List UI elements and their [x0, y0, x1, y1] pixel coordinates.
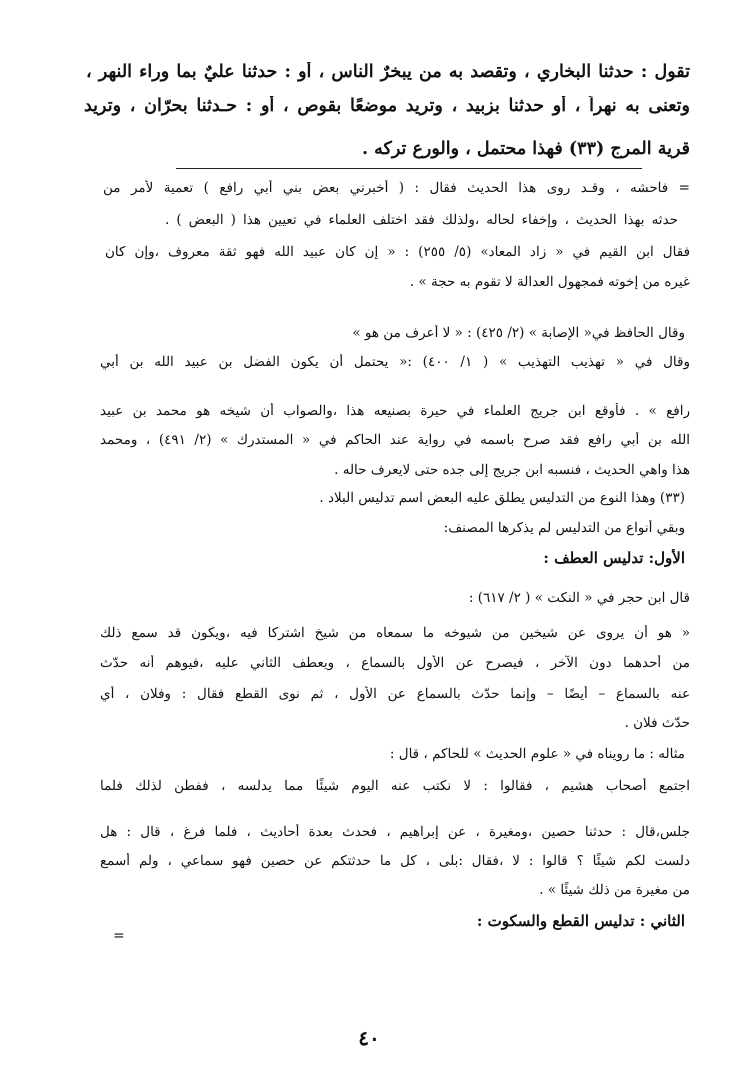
footnote-line: مثاله : ما رويناه في « علوم الحديث » للحاكم ، قال : — [389, 746, 685, 762]
footnote-line: جلس،قال : حدثنا حصين ،ومغيرة ، عن إبراهيم ، فحدث بعدة أحاديث ، فلما فرغ ، قال : هل — [100, 824, 690, 840]
footnote-line: وقال الحافظ في« الإصابة » (٢/ ٤٢٥) : « لا أعرف من هو » — [352, 325, 685, 341]
footnote-line: هذا واهي الحديث ، فنسبه ابن جريج إلى جده حتى لايعرف حاله . — [334, 462, 690, 478]
footnote-heading: الأول: تدليس العطف : — [543, 549, 685, 567]
footnote-line: حدّث فلان . — [624, 715, 690, 731]
footnote-line: اجتمع أصحاب هشيم ، فقالوا : لا نكتب عنه اليوم شيئًا مما يدلسه ، ففطن لذلك فلما — [100, 778, 690, 794]
footnote-line: قال ابن حجر في « النكت » ( ٢/ ٦١٧) : — [468, 590, 690, 606]
footnote-heading: الثاني : تدليس القطع والسكوت : — [476, 912, 685, 930]
footnote-line: من أحدهما دون الآخر ، فيصرح عن الأول بالسماع ، ويعطف الثاني عليه ،فيوهم أنه حدّث — [100, 655, 690, 671]
footnote-line: دلست لكم شيئًا ؟ قالوا : لا ،فقال :بلى ، كل ما حدثتكم عن حصين فهو سماعي ، ولم أسمع — [100, 853, 690, 869]
footnote-line: رافع » . فأوقع ابن جريج العلماء في حيرة بصنيعه هذا ،والصواب أن شيخه هو محمد بن عبيد — [100, 403, 690, 419]
footnote-line: (٣٣) وهذا النوع من التدليس يطلق عليه البعض اسم تدليس البلاد . — [319, 490, 685, 506]
footnote-line: حدثه بهذا الحديث ، وإخفاء لحاله ،ولذلك فقد اختلف العلماء في تعيين هذا ( البعض ) . — [165, 212, 678, 228]
footnote-line: من مغيرة من ذلك شيئًا » . — [539, 882, 690, 898]
footnote-line: غيره من إخوته فمجهول العدالة لا تقوم به حجة » . — [409, 274, 690, 290]
main-text-line: تقول : حدثنا البخاري ، وتقصد به من يبخرٌ الناس ، أو : حدثنا عليٌ بما وراء النهر ، — [86, 62, 690, 82]
footnote-separator — [176, 168, 642, 169]
footnote-line: الله بن أبي رافع فقد صرح باسمه في رواية عند الحاكم في « المستدرك » (٢/ ٤٩١) ، ومحمد — [100, 432, 690, 448]
footnote-line: عنه بالسماع – أيضًا – وإنما حدّث بالسماع عن الأول ، ثم نوى القطع فقال : وفلان ، أي — [100, 686, 690, 702]
footnote-line: = فاحشه ، وقـد روى هذا الحديث فقال : ( أخبرني بعض بني أبي رافع ) تعمية لأمر من — [103, 180, 690, 196]
main-text-line: وتعنى به نهراً ، أو حدثنا بزبيد ، وتريد موضعًا بقوص ، أو : حـدثنا بحرّان ، وتريد — [84, 96, 690, 116]
footnote-line: وقال في « تهذيب التهذيب » ( ١/ ٤٠٠) :« يحتمل أن يكون الفضل بن عبيد الله بن أبي — [100, 354, 690, 370]
main-text-line: قرية المرج (٣٣) فهذا محتمل ، والورع تركه . — [361, 139, 690, 159]
footnote-line: « هو أن يروى عن شيخين من شيوخه ما سمعاه من شيخ اشتركا فيه ،ويكون قد سمع ذلك — [100, 625, 690, 641]
page-number: ٤٠ — [358, 1026, 380, 1050]
footnote-line: فقال ابن القيم في « زاد المعاد» (٥/ ٢٥٥) : « إن كان عبيد الله فهو ثقة معروف ،وإن كان — [105, 244, 690, 260]
footnote-line: وبقي أنواع من التدليس لم يذكرها المصنف: — [443, 520, 685, 536]
continuation-mark: = — [113, 928, 125, 944]
